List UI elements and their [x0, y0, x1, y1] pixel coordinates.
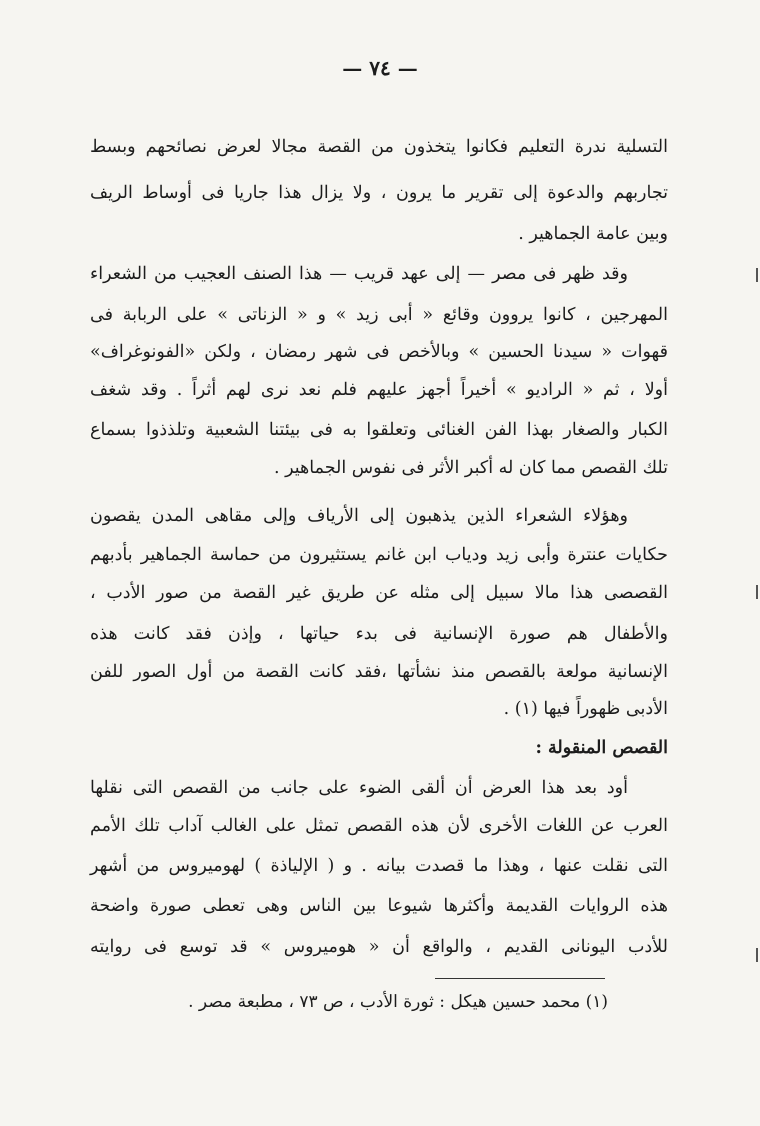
page-number: — ٧٤ — [342, 56, 418, 80]
paragraph-start-line: وهؤلاء الشعراء الذين يذهبون إلى الأرياف وإلى مقاهى المدن يقصون [90, 506, 628, 526]
paragraph-start-line: أود بعد هذا العرض أن ألقى الضوء على جانب من القصص التى نقلها [90, 778, 628, 798]
section-heading: القصص المنقولة : [535, 738, 668, 758]
text-line: تلك القصص مما كان له أكبر الأثر فى نفوس الجماهير . [274, 458, 668, 478]
text-line: للأدب اليونانى القديم ، والواقع أن « هوميروس » قد توسع فى روايته [90, 937, 668, 957]
paragraph-start-line: وقد ظهر فى مصر — إلى عهد قريب — هذا الصنف العجيب من الشعراء [90, 264, 628, 284]
text-line: والأطفال هم صورة الإنسانية فى بدء حياتها ، وإذن فقد كانت هذه [90, 624, 668, 644]
text-line: الأدبى ظهوراً فيها (١) . [503, 699, 668, 719]
text-line: التى نقلت عنها ، وهذا ما قصدت بيانه . و ( الإلياذة ) لهوميروس من أشهر [90, 856, 669, 876]
margin-mark [756, 585, 758, 599]
text-line: قهوات « سيدنا الحسين » وبالأخص فى شهر رمضان ، ولكن «الفونوغراف» [90, 342, 668, 362]
footnote-divider [435, 978, 605, 979]
text-line: تجاربهم والدعوة إلى تقرير ما يرون ، ولا يزال هذا جاريا فى أوساط الريف [90, 183, 669, 203]
text-line: هذه الروايات القديمة وأكثرها شيوعا بين الناس وهى تعطى صورة واضحة [90, 896, 668, 916]
text-line: المهرجين ، كانوا يروون وقائع « أبى زيد » و « الزناتى » على الربابة فى [90, 305, 668, 325]
text-line: الإنسانية مولعة بالقصص منذ نشأتها ،فقد كانت القصة من أول الصور للفن [90, 662, 668, 682]
text-line: العرب عن اللغات الأخرى لأن هذه القصص تمثل على الغالب آداب تلك الأمم [90, 816, 668, 836]
text-line: الكبار والصغار بهذا الفن الغنائى وتعلقوا به فى بيئتنا الشعبية وتلذذوا بسماع [90, 420, 668, 440]
margin-mark [756, 948, 758, 962]
text-line: وبين عامة الجماهير . [518, 224, 668, 244]
text-line: القصصى هذا مالا سبيل إلى مثله عن طريق غير القصة من صور الأدب ، [90, 583, 668, 603]
footnote: (١) محمد حسين هيكل : ثورة الأدب ، ص ٧٣ ، مطبعة مصر . [188, 992, 608, 1012]
text-line: حكايات عنترة وأبى زيد ودياب ابن غانم يستثيرون من حماسة الجماهير بأدبهم [90, 545, 668, 565]
margin-mark [756, 268, 758, 282]
text-line: أولا ، ثم « الراديو » أخيراً أجهز عليهم فلم نعد نرى لهم أثراً . وقد شغف [90, 380, 668, 400]
text-line: التسلية ندرة التعليم فكانوا يتخذون من القصة مجالا لعرض نصائحهم وبسط [90, 137, 668, 157]
